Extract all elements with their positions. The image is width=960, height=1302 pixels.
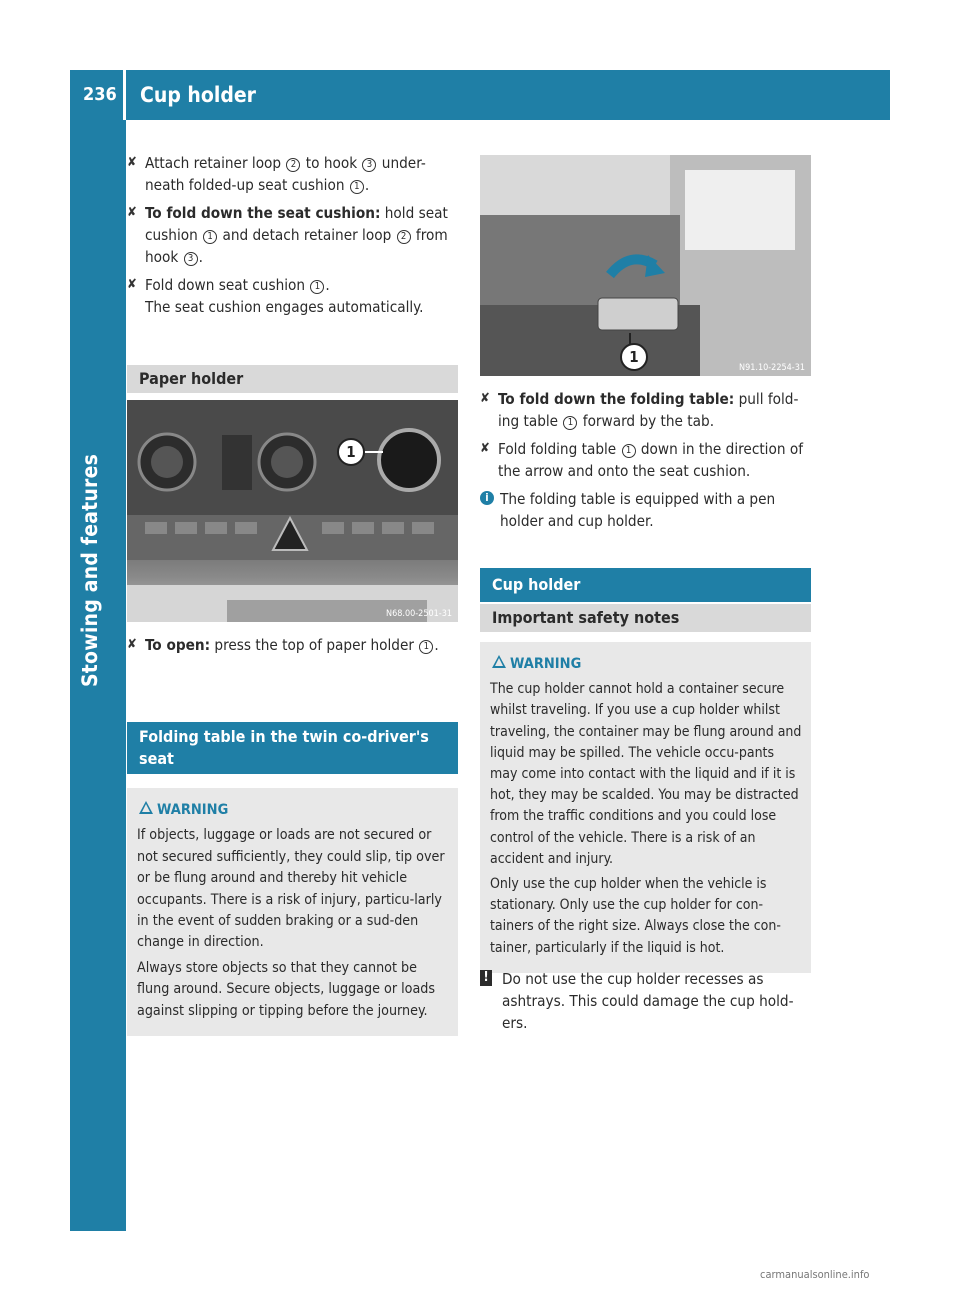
warning-triangle-icon	[139, 801, 153, 814]
section-heading-cup-holder: Cup holder	[480, 568, 811, 602]
info-note	[480, 488, 813, 532]
callout-2: 2	[397, 230, 411, 244]
side-tab	[70, 120, 126, 1231]
side-tab-label: Stowing and features	[78, 453, 102, 687]
callout-3: 3	[362, 158, 376, 172]
image-caption: N91.10-2254-31	[739, 363, 805, 373]
section-heading-safety-notes: Important safety notes	[480, 604, 811, 632]
step-text: Fold folding table	[498, 440, 621, 458]
step-text: down in the direction of the arrow and onto the seat cushion.	[498, 440, 804, 480]
arrow-right-icon: ✘	[480, 441, 490, 456]
note-text: Do not use the cup holder recesses as ashtrays. This could damage the cup hold-ers.	[502, 970, 794, 1032]
step-open: ✘ To open: press the top of paper holder 1 .	[127, 636, 439, 654]
section-heading-paper-holder: Paper holder	[127, 365, 458, 393]
callout-1: 1	[620, 343, 648, 371]
paper-holder-steps	[127, 634, 460, 662]
step-text: from hook	[145, 226, 448, 266]
arrow-right-icon: ✘	[480, 391, 490, 406]
step-attach-loop	[127, 152, 460, 196]
callout-1: 1	[310, 280, 324, 294]
info-icon: i	[480, 491, 494, 505]
step-text: press the top of paper holder	[210, 636, 419, 654]
warning-paragraph: Only use the cup holder when the vehicle is stationary. Only use the cup holder for con-tainers of the right size. Always close the con-tainer, particularly if the liquid is hot.	[490, 876, 781, 956]
image-caption: N68.00-2501-31	[386, 609, 452, 619]
left-column	[127, 152, 460, 324]
callout-1: 1	[419, 640, 433, 654]
page-header	[70, 70, 890, 120]
step-text: hold seat cushion	[145, 204, 448, 244]
warning-triangle-icon	[492, 655, 506, 668]
step-fold-table	[480, 438, 813, 482]
step-text: and detach retainer loop	[218, 226, 396, 244]
paper-holder-image	[127, 400, 458, 622]
step-bold-label: To open:	[145, 636, 211, 654]
callout-1: 1	[563, 416, 577, 430]
step-bold-label: To fold down the seat cushion:	[145, 204, 381, 222]
callout-1: 1	[203, 230, 217, 244]
warning-title	[137, 800, 450, 821]
step-text: pull fold-ing table	[498, 390, 799, 430]
arrow-right-icon: ✘	[127, 205, 137, 220]
warning-label: WARNING	[157, 802, 229, 818]
callout-1: 1	[337, 438, 365, 466]
step-result: The seat cushion engages automatically.	[145, 298, 424, 316]
section-heading-folding-table: Folding table in the twin co-driver's seat	[127, 722, 458, 774]
warning-paragraph: The cup holder cannot hold a container secure whilst traveling. If you use a cup holder whilst traveling, the container may be flung around and liquid may be spilled. The vehicle occu-pants may come into contact with the liquid and if it is hot, they may be scalded. You may be distracted from the traffic conditions and you could lose control of the vehicle. There is a risk of an accident and injury.	[490, 681, 802, 867]
warning-box-folding-table	[127, 788, 458, 1036]
step-text: Fold down seat cushion	[145, 276, 310, 294]
warning-label: WARNING	[510, 656, 582, 672]
step-bold-label: To fold down the folding table:	[498, 390, 735, 408]
warning-paragraph: If objects, luggage or loads are not secured or not secured sufficiently, they could slip, tip over or be flung around and thereby hit vehicle occupants. There is a risk of injury, particu-larly in the event of sudden braking or a sud-den change in direction.	[137, 827, 445, 951]
step-text: forward by the tab.	[578, 412, 715, 430]
warning-paragraph: Always store objects so that they cannot be flung around. Secure objects, luggage or loads against slipping or tipping before the journey.	[137, 959, 436, 1019]
arrow-right-icon: ✘	[127, 637, 137, 652]
page-title: Cup holder	[140, 83, 256, 107]
info-text: The folding table is equipped with a pen holder and cup holder.	[500, 490, 776, 530]
right-column-steps	[480, 388, 813, 532]
dashboard-illustration	[127, 400, 458, 622]
arrow-right-icon: ✘	[127, 277, 137, 292]
step-fold-seat: ✘ Fold down seat cushion 1 . The seat cushion engages automatically.	[127, 276, 424, 316]
seat-illustration	[480, 155, 811, 376]
watermark: carmanualsonline.info	[760, 1268, 870, 1281]
arrow-right-icon: ✘	[127, 155, 137, 170]
folding-table-image	[480, 155, 811, 376]
damage-note	[480, 968, 813, 1034]
callout-1: 1	[622, 444, 636, 458]
callout-2: 2	[286, 158, 300, 172]
step-pull-table	[480, 388, 813, 432]
step-text: Attach retainer loop 2 to hook 3 under-neath folded-up seat cushion 1 .	[145, 154, 426, 194]
note-block	[480, 968, 813, 1034]
warning-box-cup-holder	[480, 642, 811, 973]
page-number: 236	[70, 70, 126, 120]
callout-3: 3	[184, 252, 198, 266]
exclamation-icon: !	[480, 970, 492, 986]
step-fold-down-cushion: ✘ To fold down the seat cushion: hold seat cushion 1 and detach retainer loop 2 from hook 3 .	[127, 204, 448, 266]
callout-1: 1	[350, 180, 364, 194]
warning-title	[490, 654, 803, 675]
